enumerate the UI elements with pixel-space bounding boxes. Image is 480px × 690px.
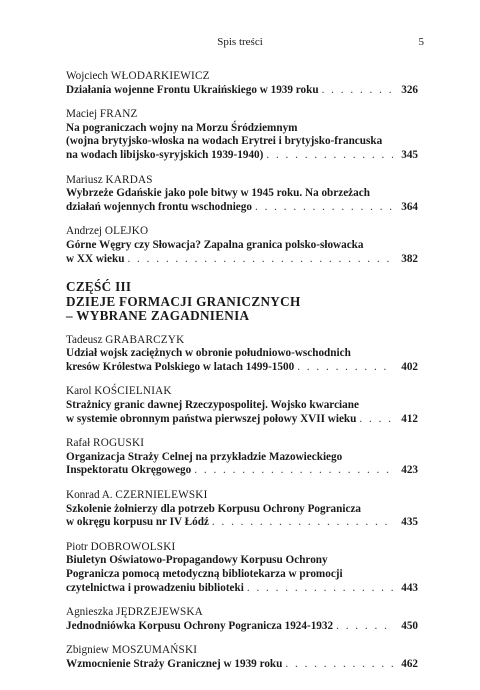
entry-title-last-line xyxy=(66,464,418,478)
entry-page-number: 402 xyxy=(401,360,418,373)
entry-title-line: Inspektoratu Okręgowego xyxy=(66,464,192,477)
author-firstname: Agnieszka xyxy=(66,606,114,619)
entry-title-line: Działania wojenne Frontu Ukraińskiego w 1939 roku xyxy=(66,83,319,96)
entry-author xyxy=(66,644,418,658)
entry-title-line: Na pograniczach wojny na Morzu Śródziemnym xyxy=(66,121,298,134)
entry-title xyxy=(66,451,418,478)
entry-title-last-line xyxy=(66,201,418,215)
entry-title-last-line xyxy=(66,253,418,267)
author-firstname: Konrad A. xyxy=(66,488,113,501)
entry-title-line: czytelnictwa i prowadzeniu biblioteki xyxy=(66,581,244,594)
entry-author xyxy=(66,541,418,555)
toc-entry xyxy=(66,70,418,97)
entry-title xyxy=(66,84,418,98)
author-surname: KARDAS xyxy=(105,173,153,186)
entry-author xyxy=(66,225,418,239)
author-surname: ROGUSKI xyxy=(93,437,145,450)
entry-title xyxy=(66,554,418,595)
dot-leader xyxy=(322,84,393,98)
entry-page-number: 364 xyxy=(401,200,418,213)
entry-page-number: 435 xyxy=(401,516,418,529)
toc-entry xyxy=(66,334,418,375)
toc-entry xyxy=(66,437,418,478)
author-surname: GRABARCZYK xyxy=(105,333,185,346)
entry-author xyxy=(66,437,418,451)
author-surname: DOBROWOLSKI xyxy=(90,540,176,553)
entry-title-line: Wzmocnienie Straży Granicznej w 1939 roku xyxy=(66,657,283,670)
entry-title-line: (wojna brytyjsko-włoska na wodach Erytrei i brytyjsko-francuska xyxy=(66,135,383,148)
author-surname: FRANZ xyxy=(99,108,138,121)
dot-leader xyxy=(194,464,393,478)
author-firstname: Wojciech xyxy=(66,70,108,82)
entry-author xyxy=(66,108,418,122)
author-surname: CZERNIELEWSKI xyxy=(115,488,208,501)
author-surname: OLEJKO xyxy=(104,225,149,238)
table-of-contents xyxy=(66,70,418,683)
toc-entry xyxy=(66,174,418,215)
author-surname: WŁODARKIEWICZ xyxy=(110,70,210,82)
dot-leader xyxy=(212,516,393,530)
dot-leader xyxy=(336,620,393,634)
dot-leader xyxy=(247,582,393,596)
entry-title-line: Strażnicy granic dawnej Rzeczypospolitej. Wojsko kwarciane xyxy=(66,399,359,411)
entry-author xyxy=(66,70,418,84)
toc-entry xyxy=(66,225,418,266)
entry-title xyxy=(66,620,418,634)
toc-entry xyxy=(66,385,418,426)
entry-title-line: Jednodniówka Korpusu Ochrony Pogranicza 1924-1932 xyxy=(66,619,334,632)
entry-title xyxy=(66,122,418,163)
author-firstname: Karol xyxy=(66,385,92,398)
author-firstname: Piotr xyxy=(66,540,88,553)
entry-title xyxy=(66,658,418,672)
entry-title-line: na wodach libijsko-syryjskich 1939-1940) xyxy=(66,148,264,161)
entry-author xyxy=(66,606,418,620)
entry-author xyxy=(66,174,418,188)
entry-title-last-line xyxy=(66,84,418,98)
entry-title-line: działań wojennych frontu wschodniego xyxy=(66,200,252,213)
entry-page-number: 345 xyxy=(401,148,418,161)
entry-page-number: 462 xyxy=(401,657,418,670)
entry-author xyxy=(66,334,418,348)
dot-leader xyxy=(359,413,393,427)
entry-title-last-line xyxy=(66,149,418,163)
toc-section-1 xyxy=(66,70,418,266)
dot-leader xyxy=(127,253,393,267)
entry-title xyxy=(66,503,418,530)
entry-title-last-line xyxy=(66,516,418,530)
entry-title xyxy=(66,187,418,214)
entry-title-line: w okręgu korpusu nr IV Łódź xyxy=(66,516,209,529)
entry-title-line: w XX wieku xyxy=(66,252,125,265)
entry-page-number: 450 xyxy=(401,619,418,632)
part-number: CZĘŚĆ III xyxy=(66,279,132,295)
entry-title xyxy=(66,239,418,266)
author-surname: JĘDRZEJEWSKA xyxy=(116,606,203,619)
entry-page-number: 326 xyxy=(401,83,418,96)
entry-title-last-line xyxy=(66,658,418,672)
entry-page-number: 423 xyxy=(401,464,418,477)
toc-entry xyxy=(66,606,418,633)
entry-title-line: Wybrzeże Gdańskie jako pole bitwy w 1945 roku. Na obrzeżach xyxy=(66,187,370,200)
part-heading xyxy=(66,280,418,324)
entry-title-last-line xyxy=(66,413,418,427)
toc-entry xyxy=(66,489,418,530)
toc-section-2 xyxy=(66,334,418,672)
entry-page-number: 382 xyxy=(401,252,418,265)
author-surname: KOŚCIELNIAK xyxy=(94,385,172,398)
entry-title-line: Organizacja Straży Celnej na przykładzie Mazowieckiego xyxy=(66,450,343,463)
entry-title-line: kresów Królestwa Polskiego w latach 1499-1500 xyxy=(66,360,295,373)
entry-page-number: 412 xyxy=(401,412,418,425)
entry-author xyxy=(66,385,418,399)
author-firstname: Mariusz xyxy=(66,173,103,186)
entry-title-last-line xyxy=(66,620,418,634)
dot-leader xyxy=(255,201,393,215)
dot-leader xyxy=(266,149,393,163)
entry-title xyxy=(66,347,418,374)
author-firstname: Andrzej xyxy=(66,225,103,238)
part-title-line-1: DZIEJE FORMACJI GRANICZNYCH xyxy=(66,293,301,309)
entry-title-line: Udział wojsk zaciężnych w obronie południowo-wschodnich xyxy=(66,347,351,360)
toc-entry xyxy=(66,108,418,162)
author-firstname: Rafał xyxy=(66,437,91,450)
entry-title-last-line xyxy=(66,582,418,596)
author-firstname: Maciej xyxy=(66,108,98,121)
author-firstname: Tadeusz xyxy=(66,333,103,346)
entry-title-last-line xyxy=(66,361,418,375)
page-number: 5 xyxy=(418,36,424,48)
entry-title-line: Pogranicza pomocą metodyczną bibliotekarza w promocji xyxy=(66,567,343,580)
entry-title xyxy=(66,399,418,426)
entry-title-line: Szkolenie żołnierzy dla potrzeb Korpusu Ochrony Pogranicza xyxy=(66,502,362,515)
running-title: Spis treści xyxy=(217,36,263,48)
dot-leader xyxy=(297,361,393,375)
toc-entry xyxy=(66,541,418,595)
entry-page-number: 443 xyxy=(401,581,418,594)
entry-title-line: Biuletyn Oświatowo-Propagandowy Korpusu Ochrony xyxy=(66,554,328,567)
dot-leader xyxy=(285,658,393,672)
author-firstname: Zbigniew xyxy=(66,644,109,657)
part-title-line-2: – WYBRANE ZAGADNIENIA xyxy=(66,308,250,324)
entry-title-line: w systemie obronnym państwa pierwszej połowy XVII wieku xyxy=(66,412,357,425)
author-surname: MOSZUMAŃSKI xyxy=(111,644,198,657)
entry-author xyxy=(66,489,418,503)
entry-title-line: Górne Węgry czy Słowacja? Zapalna granica polsko-słowacka xyxy=(66,238,364,251)
toc-entry xyxy=(66,644,418,671)
